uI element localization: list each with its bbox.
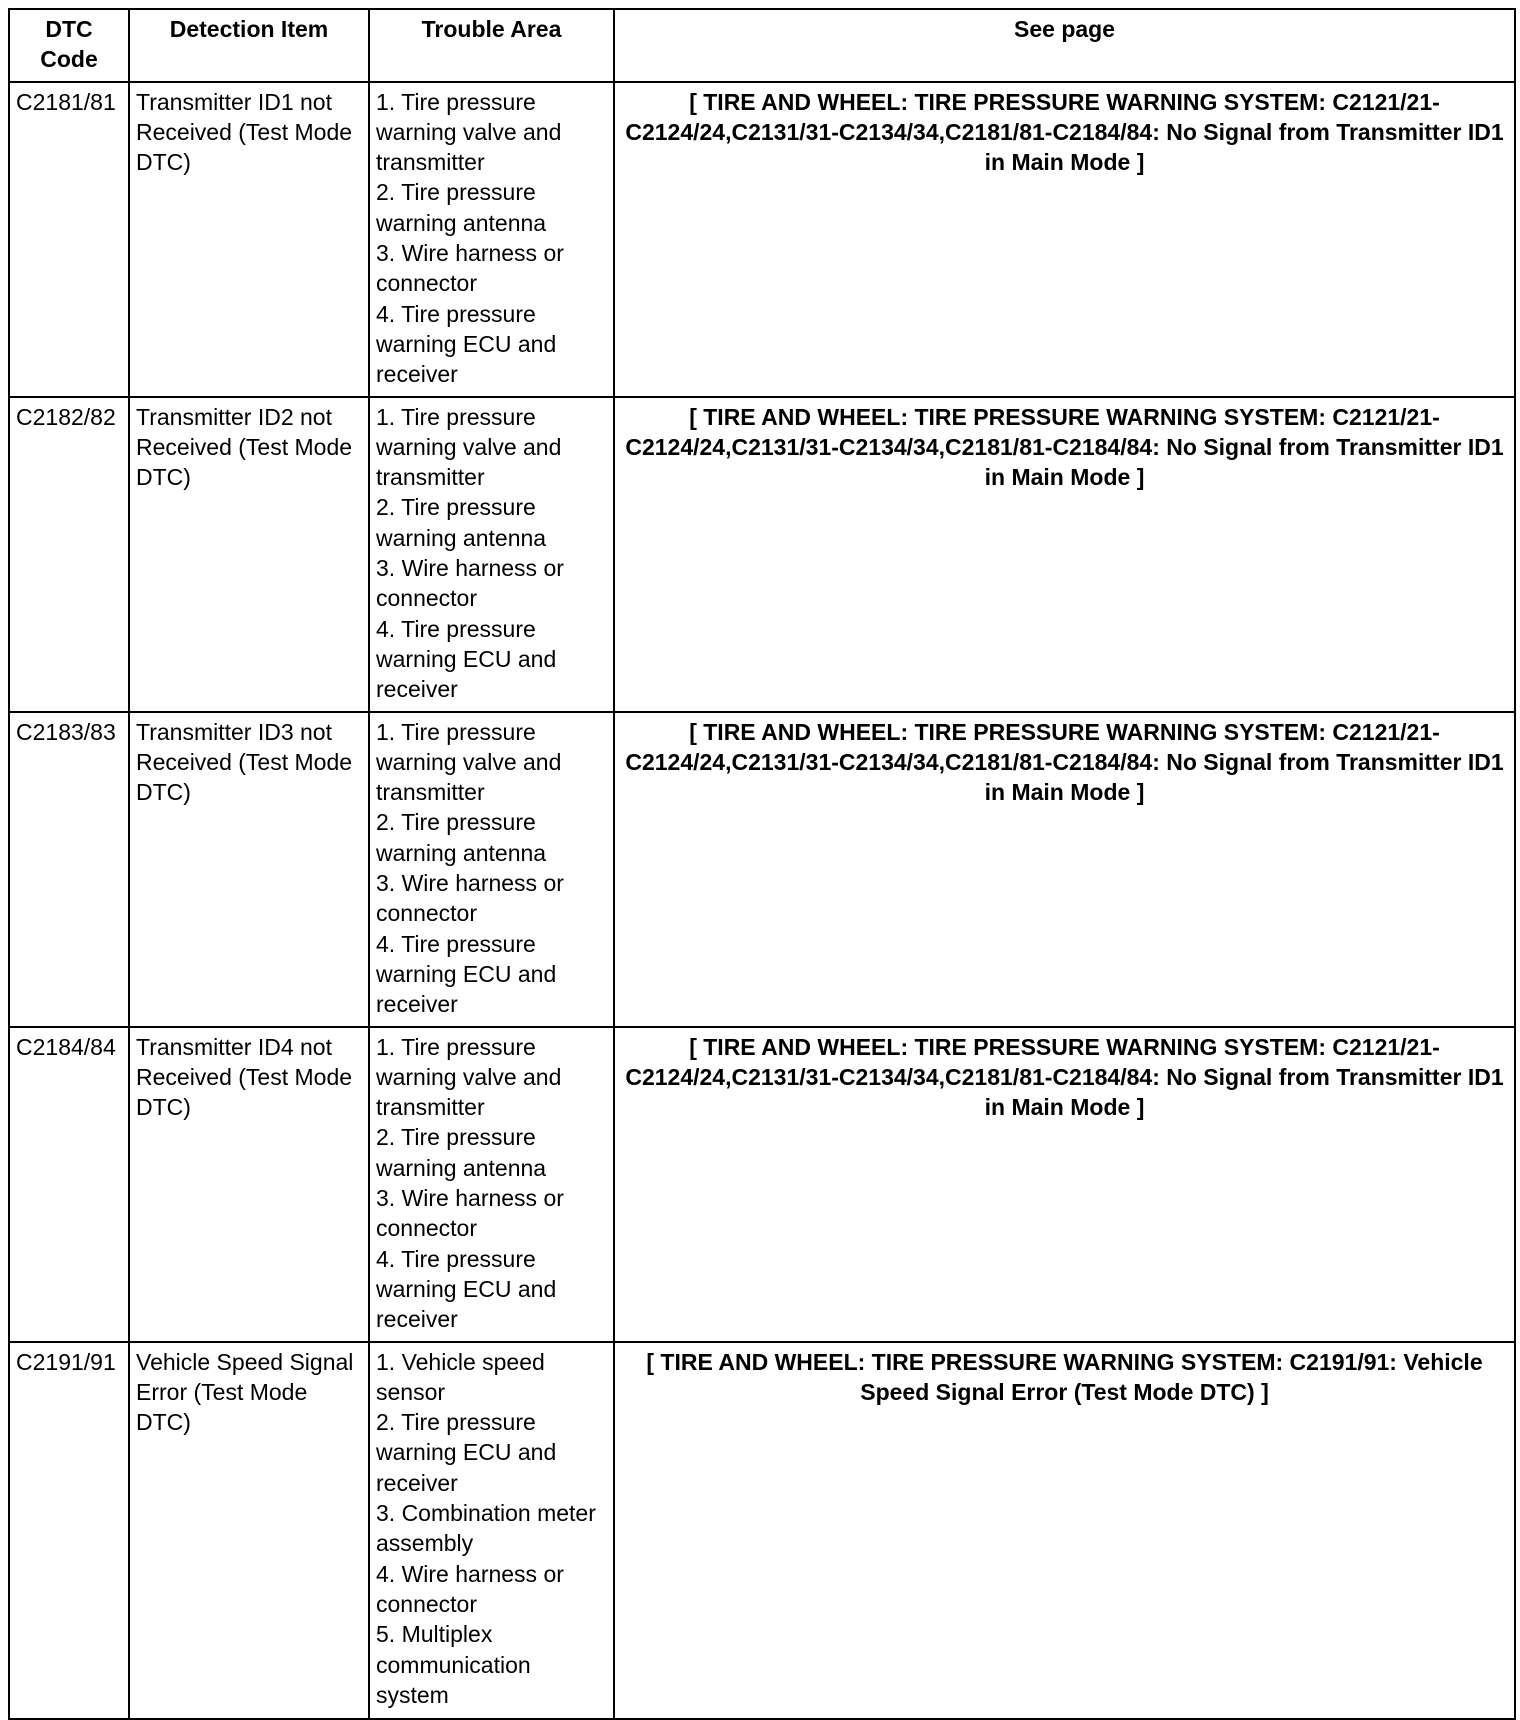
- trouble-area-item: 5. Multiplex communication system: [376, 1621, 531, 1708]
- trouble-area-item: 2. Tire pressure warning antenna: [376, 494, 547, 551]
- trouble-area-cell: [369, 397, 614, 712]
- detection-item-cell: Transmitter ID3 not Received (Test Mode DTC): [129, 712, 369, 1027]
- trouble-area-item: 2. Tire pressure warning ECU and receiver: [376, 1409, 557, 1496]
- trouble-area-item: 1. Tire pressure warning valve and transmitter: [376, 1033, 562, 1121]
- see-page-link[interactable]: [ TIRE AND WHEEL: TIRE PRESSURE WARNING SYSTEM: C2121/21-C2124/24,C2131/31-C2134/34,C2181/81-C2184/84: No Signal from Transmitter ID1 in Main Mode ]: [614, 397, 1515, 712]
- trouble-area-item: 4. Tire pressure warning ECU and receiver: [376, 1245, 557, 1333]
- detection-item-cell: Vehicle Speed Signal Error (Test Mode DTC): [129, 1342, 369, 1719]
- detection-item-cell: Transmitter ID2 not Received (Test Mode DTC): [129, 397, 369, 712]
- detection-item-cell: Transmitter ID1 not Received (Test Mode DTC): [129, 82, 369, 397]
- trouble-area-item: 3. Wire harness or connector: [376, 1185, 564, 1242]
- see-page-link[interactable]: [ TIRE AND WHEEL: TIRE PRESSURE WARNING SYSTEM: C2121/21-C2124/24,C2131/31-C2134/34,C2181/81-C2184/84: No Signal from Transmitter ID1 in Main Mode ]: [614, 1027, 1515, 1342]
- dtc-table: [8, 8, 1516, 1720]
- trouble-area-cell: [369, 1342, 614, 1719]
- trouble-area-item: 1. Tire pressure warning valve and transmitter: [376, 718, 562, 806]
- table-row: [9, 82, 1515, 397]
- trouble-area-item: 2. Tire pressure warning antenna: [376, 1124, 547, 1181]
- dtc-code-cell: C2182/82: [9, 397, 129, 712]
- trouble-area-item: 3. Wire harness or connector: [376, 870, 564, 927]
- table-row: [9, 397, 1515, 712]
- trouble-area-item: 4. Tire pressure warning ECU and receiver: [376, 615, 557, 703]
- dtc-code-cell: C2181/81: [9, 82, 129, 397]
- table-row: [9, 712, 1515, 1027]
- trouble-area-cell: [369, 82, 614, 397]
- trouble-area-item: 1. Tire pressure warning valve and transmitter: [376, 88, 562, 176]
- see-page-link[interactable]: [ TIRE AND WHEEL: TIRE PRESSURE WARNING SYSTEM: C2121/21-C2124/24,C2131/31-C2134/34,C2181/81-C2184/84: No Signal from Transmitter ID1 in Main Mode ]: [614, 712, 1515, 1027]
- see-page-link[interactable]: [ TIRE AND WHEEL: TIRE PRESSURE WARNING SYSTEM: C2191/91: Vehicle Speed Signal Error (Test Mode DTC) ]: [614, 1342, 1515, 1719]
- dtc-code-cell: C2184/84: [9, 1027, 129, 1342]
- see-page-link[interactable]: [ TIRE AND WHEEL: TIRE PRESSURE WARNING SYSTEM: C2121/21-C2124/24,C2131/31-C2134/34,C2181/81-C2184/84: No Signal from Transmitter ID1 in Main Mode ]: [614, 82, 1515, 397]
- dtc-code-cell: C2191/91: [9, 1342, 129, 1719]
- header-see-page: See page: [614, 9, 1515, 82]
- detection-item-cell: Transmitter ID4 not Received (Test Mode DTC): [129, 1027, 369, 1342]
- trouble-area-cell: [369, 712, 614, 1027]
- trouble-area-item: 4. Wire harness or connector: [376, 1560, 564, 1617]
- trouble-area-item: 2. Tire pressure warning antenna: [376, 809, 547, 866]
- header-trouble-area: Trouble Area: [369, 9, 614, 82]
- table-row: [9, 1027, 1515, 1342]
- trouble-area-item: 3. Wire harness or connector: [376, 240, 564, 297]
- trouble-area-item: 3. Wire harness or connector: [376, 555, 564, 612]
- header-dtc-code: DTC Code: [9, 9, 129, 82]
- trouble-area-item: 2. Tire pressure warning antenna: [376, 179, 547, 236]
- trouble-area-item: 1. Tire pressure warning valve and transmitter: [376, 403, 562, 491]
- dtc-code-cell: C2183/83: [9, 712, 129, 1027]
- trouble-area-cell: [369, 1027, 614, 1342]
- table-row: [9, 1342, 1515, 1719]
- header-detection-item: Detection Item: [129, 9, 369, 82]
- trouble-area-item: 1. Vehicle speed sensor: [376, 1348, 545, 1405]
- trouble-area-item: 4. Tire pressure warning ECU and receiver: [376, 930, 557, 1018]
- dtc-document: [8, 8, 1516, 1720]
- header-row: [9, 9, 1515, 82]
- trouble-area-item: 4. Tire pressure warning ECU and receiver: [376, 300, 557, 388]
- trouble-area-item: 3. Combination meter assembly: [376, 1500, 596, 1557]
